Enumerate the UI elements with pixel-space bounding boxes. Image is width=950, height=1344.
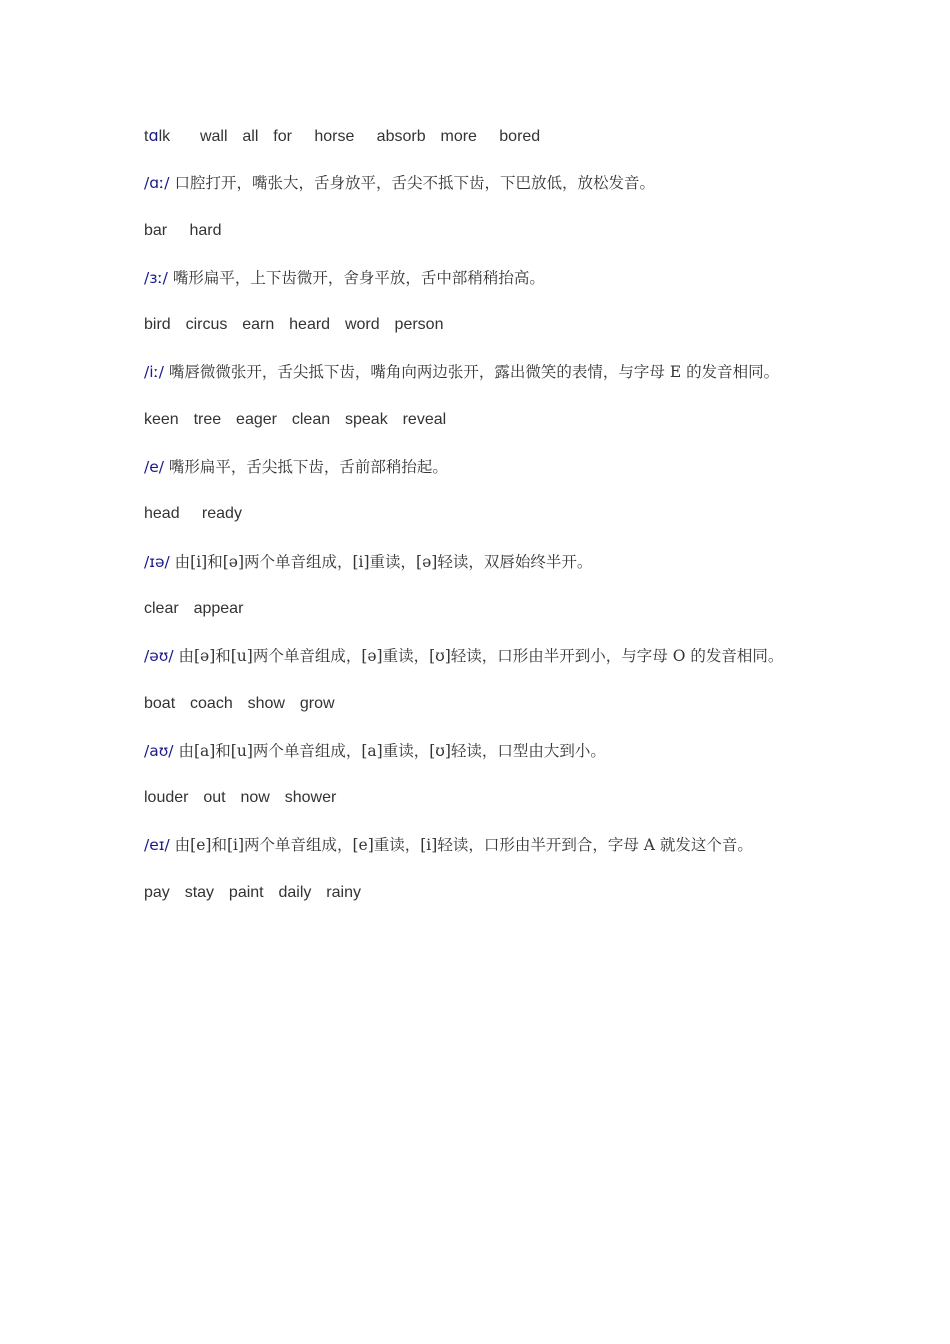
ipa-line bbox=[144, 638, 844, 685]
ipa-line bbox=[144, 733, 844, 780]
word-talk-lk: lk bbox=[158, 128, 171, 145]
word-talk-vowel: ɑ bbox=[148, 126, 159, 145]
ipa-symbol: /ɜː/ bbox=[144, 268, 168, 287]
word-line: clear appear bbox=[144, 599, 244, 617]
document-body bbox=[144, 118, 844, 922]
ipa-description: 由[i]和[ə]两个单音组成，[i]重读，[ə]轻读，双唇始终半开。 bbox=[169, 552, 593, 571]
word-line: bar hard bbox=[144, 221, 222, 239]
ipa-line bbox=[144, 165, 844, 212]
ipa-line bbox=[144, 544, 844, 591]
word-list: wall all for horse absorb more bored bbox=[170, 128, 541, 145]
word-line: head ready bbox=[144, 505, 242, 523]
ipa-line bbox=[144, 260, 844, 307]
word-talk-t: t bbox=[144, 128, 149, 145]
ipa-symbol: /eɪ/ bbox=[144, 836, 170, 855]
word-line: keen tree eager clean speak reveal bbox=[144, 410, 447, 428]
ipa-line bbox=[144, 827, 844, 874]
word-line: louder out now shower bbox=[144, 789, 337, 807]
ipa-line bbox=[144, 354, 844, 401]
ipa-description: 由[a]和[u]两个单音组成，[a]重读，[ʊ]轻读，口型由大到小。 bbox=[173, 741, 606, 760]
ipa-description: 嘴形扁平，上下齿微开，舍身平放，舌中部稍稍抬高。 bbox=[167, 268, 545, 287]
ipa-line bbox=[144, 449, 844, 496]
ipa-symbol: /ɑː/ bbox=[144, 174, 170, 193]
word-line-talk bbox=[144, 118, 844, 165]
word-line: bird circus earn heard word person bbox=[144, 316, 444, 334]
ipa-symbol: /iː/ bbox=[144, 363, 164, 382]
ipa-symbol: /e/ bbox=[144, 458, 164, 477]
ipa-symbol: /əʊ/ bbox=[144, 647, 174, 666]
ipa-description: 嘴唇微微张开，舌尖抵下齿，嘴角向两边张开，露出微笑的表情，与字母 E 的发音相同。 bbox=[163, 363, 780, 382]
word-line: pay stay paint daily rainy bbox=[144, 883, 361, 901]
ipa-description: 由[e]和[i]两个单音组成，[e]重读，[i]轻读，口形由半开到合，字母 A 就发这个音。 bbox=[169, 836, 753, 855]
ipa-description: 由[ə]和[u]两个单音组成，[ə]重读，[ʊ]轻读，口形由半开到小，与字母 O 的发音相同。 bbox=[173, 647, 784, 666]
word-line: boat coach show grow bbox=[144, 694, 335, 712]
ipa-description: 口腔打开，嘴张大，舌身放平，舌尖不抵下齿，下巴放低，放松发音。 bbox=[169, 174, 655, 193]
ipa-symbol: /ɪə/ bbox=[144, 552, 170, 571]
ipa-symbol: /aʊ/ bbox=[144, 741, 174, 760]
ipa-description: 嘴形扁平，舌尖抵下齿，舌前部稍抬起。 bbox=[163, 458, 448, 477]
